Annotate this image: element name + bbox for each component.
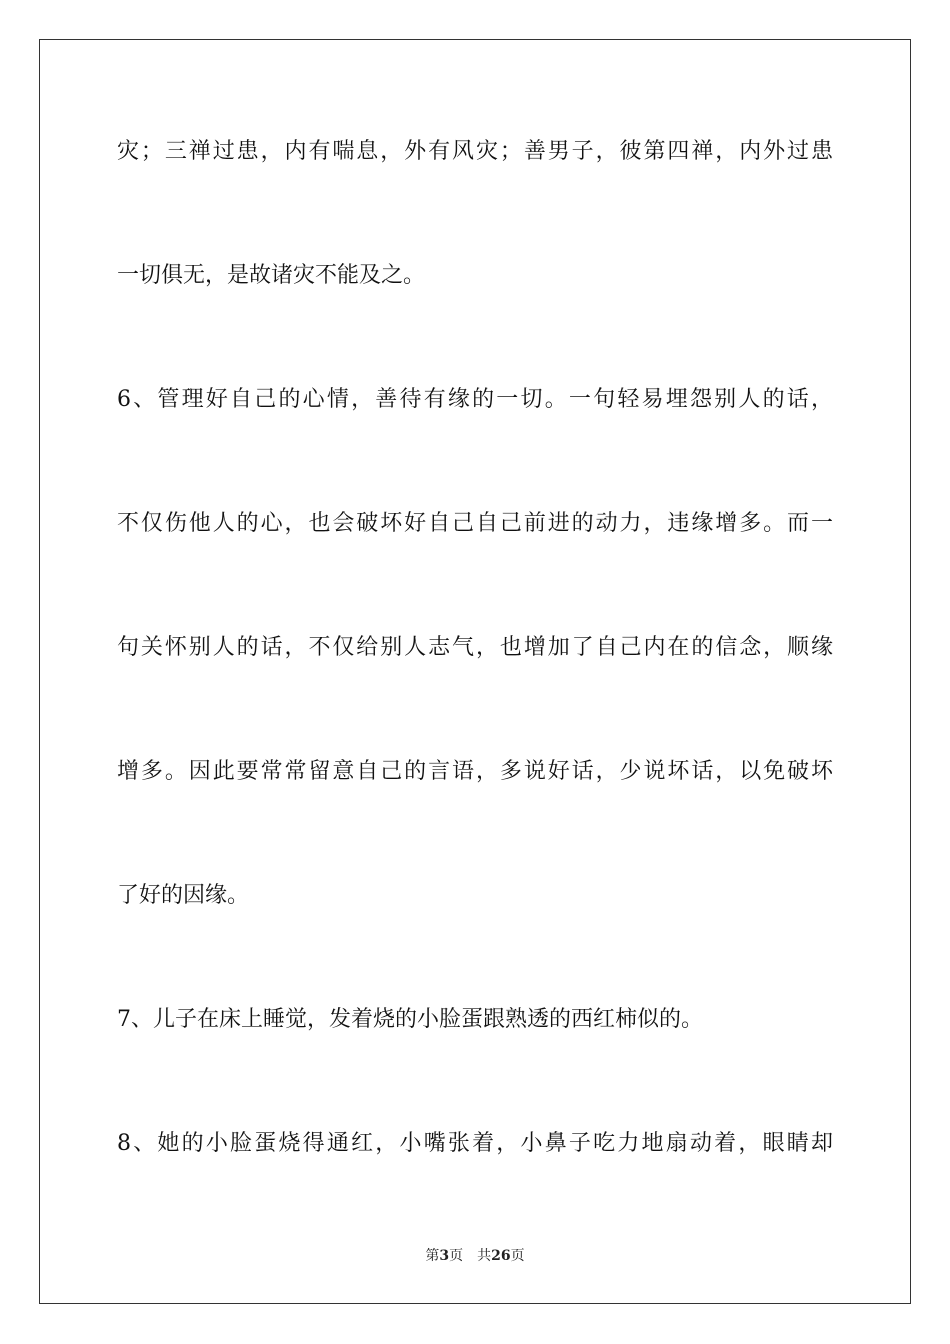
total-prefix: 共 [477,1248,492,1264]
page-number: 3 [439,1248,450,1264]
page-suffix: 页 [449,1248,464,1264]
total-pages: 26 [491,1248,511,1264]
page-prefix: 第 [425,1248,440,1264]
text-line: 不仅伤他人的心，也会破坏好自己自己前进的动力，违缘增多。而一 [117,511,833,536]
total-suffix: 页 [510,1248,525,1264]
text-line: 句关怀别人的话，不仅给别人志气，也增加了自己内在的信念，顺缘 [117,635,833,660]
text-line: 灾；三禅过患，内有喘息，外有风灾；善男子，彼第四禅，内外过患 [117,139,833,164]
text-line: 增多。因此要常常留意自己的言语，多说好话，少说坏话，以免破坏 [117,759,833,784]
page-footer [0,1246,950,1266]
text-line: 6、管理好自己的心情，善待有缘的一切。一句轻易埋怨别人的话， [117,387,833,412]
text-line: 了好的因缘。 [117,883,250,908]
page-border [39,39,911,1304]
text-line: 8、她的小脸蛋烧得通红，小嘴张着，小鼻子吃力地扇动着，眼睛却 [117,1131,833,1156]
text-line: 7、儿子在床上睡觉，发着烧的小脸蛋跟熟透的西红柿似的。 [117,1007,703,1032]
text-line: 一切俱无，是故诸灾不能及之。 [117,263,426,288]
